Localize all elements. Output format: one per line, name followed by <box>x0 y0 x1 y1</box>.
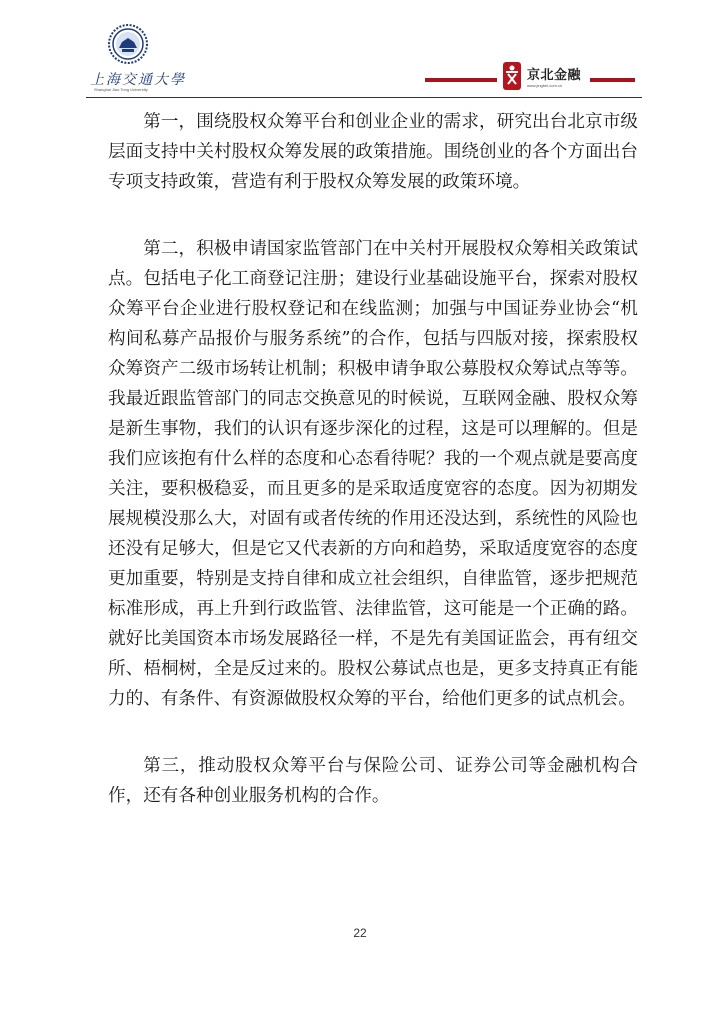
header-red-bar-right <box>590 78 635 82</box>
paragraph-third: 第三，推动股权众筹平台与保险公司、证券公司等金融机构合作，还有各种创业服务机构的合作。 <box>108 756 638 806</box>
jingbei-url: www.jingbei.com.cn <box>527 83 563 88</box>
sjtu-name-en: Shanghai Jiao Tong University <box>94 87 148 92</box>
paragraph-first: 第一，围绕股权众筹平台和创业企业的需求，研究出台北京市级层面支持中关村股权众筹发展的政策措施。围绕创业的各个方面出台专项支持政策，营造有利于股权众筹发展的政策环境。 <box>108 112 638 192</box>
page-number: 22 <box>353 926 367 940</box>
paragraph-gap <box>108 197 638 234</box>
paragraph-second: 第二，积极申请国家监管部门在中关村开展股权众筹相关政策试点。包括电子化工商登记注册；建设行业基础设施平台，探索对股权众筹平台企业进行股权登记和在线监测；加强与中国证券业协会“机构间私募产品报价与服务系统”的合作，包括与四版对接，探索股权众筹资产二级市场转让机制；积极申请争取公募股权众筹试点等等。我最近跟监管部门的同志交换意见的时候说，互联网金融、股权众筹是新生事物，我们的认识有逐步深化的过程，这是可以理解的。但是我们应该抱有什么样的态度和心态看待呢？我的一个观点就是要高度关注，要积极稳妥，而且更多的是采取适度宽容的态度。因为初期发展规模没那么大，对固有或者传统的作用还没达到，系统性的风险也还没有足够大，但是它又代表新的方向和趋势，采取适度宽容的态度更加重要，特别是支持自律和成立社会组织，自律监管，逐步把规范标准形成，再上升到行政监管、法律监管，这可能是一个正确的路。就好比美国资本市场发展路径一样，不是先有美国证监会，再有纽交所、梧桐树，全是反过来的。股权公募试点也是，更多支持真正有能力的、有条件、有资源做股权众筹的平台，给他们更多的试点机会。 <box>108 239 638 709</box>
document-body <box>108 100 638 811</box>
sjtu-name-cn: 上海交通大學 <box>90 72 186 88</box>
jingbei-name: 京北金融 <box>527 68 582 83</box>
header-red-bar-left <box>425 78 497 82</box>
header-divider <box>86 97 642 98</box>
sjtu-emblem-icon <box>108 24 148 64</box>
paragraph-gap <box>108 714 638 751</box>
jingbei-logo-icon <box>503 62 521 90</box>
page-header <box>0 0 720 100</box>
